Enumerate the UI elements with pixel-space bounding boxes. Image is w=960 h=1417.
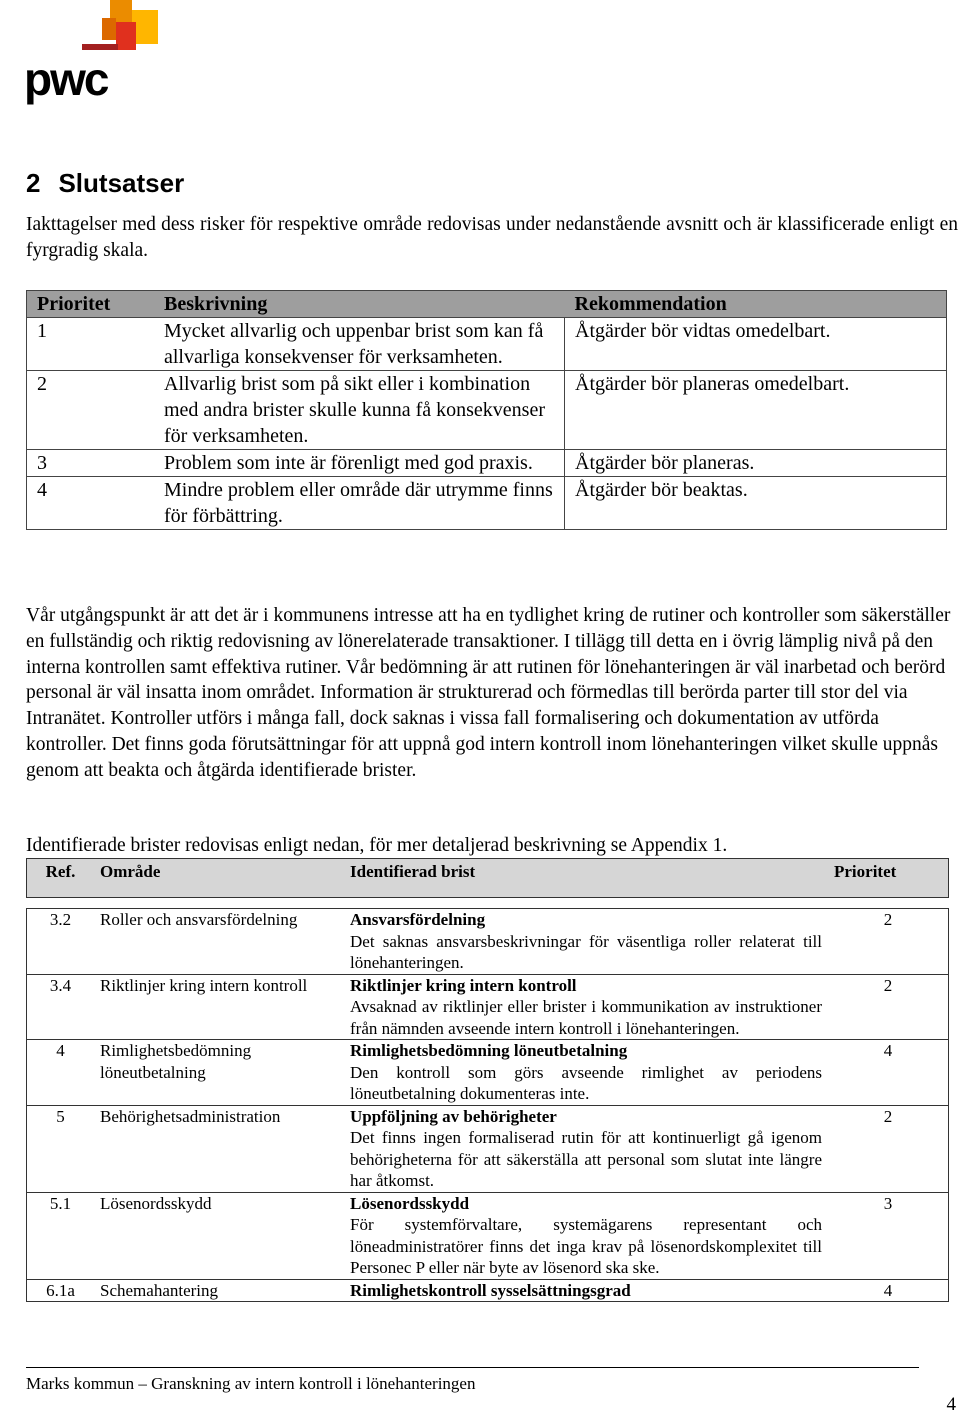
table-row	[27, 1040, 949, 1106]
finding-ref: 3.4	[27, 974, 95, 1040]
assessment-paragraph: Vår utgångspunkt är att det är i kommunens intresse att ha en tydlighet kring de rutiner och kontroller som säkerställer en fullständig och riktig redovisning av lönerelaterade transaktioner. I tillägg till detta en i övrig lämplig nivå på den interna kontrollen samt effektiva rutiner. Vår bedömning är att rutinen för lönehanteringen är väl inarbetad och berörd personal är väl insatta inom området. Information är strukturerad och förmedlas till berörda parter till stor del via Intranätet. Kontroller utförs i många fall, dock saknas i vissa fall formalisering och dokumentation av utförda kontroller. Det finns goda förutsättningar för att uppnå god intern kontroll inom lönehanteringen vilket skulle uppnås genom att beakta och åtgärda identifierade brister.	[26, 605, 951, 781]
priority-level: 3	[27, 450, 155, 477]
logo-block-darkorange	[102, 18, 116, 40]
logo-block-red	[116, 22, 136, 50]
col-header-priority: Prioritet	[828, 859, 949, 898]
priority-description: Mindre problem eller område där utrymme finns för förbättring.	[154, 477, 565, 530]
col-header-finding: Identifierad brist	[344, 859, 828, 898]
finding-priority: 2	[828, 1105, 949, 1192]
finding-ref: 4	[27, 1040, 95, 1106]
finding-cell	[344, 1040, 828, 1106]
finding-priority: 2	[828, 909, 949, 975]
finding-cell	[344, 974, 828, 1040]
section-title: Slutsatser	[58, 168, 185, 198]
finding-priority: 3	[828, 1192, 949, 1279]
table-row	[27, 909, 949, 975]
finding-detail: Det saknas ansvarsbeskrivningar för väsentliga roller relaterat till lönehanteringen.	[350, 931, 822, 972]
table-spacer	[27, 898, 949, 909]
finding-detail: Det finns ingen formaliserad rutin för att kontinuerligt gå igenom behörigheterna för att säkerställa att personal som slutat inte längre har åtkomst.	[350, 1128, 822, 1190]
finding-ref: 5	[27, 1105, 95, 1192]
intro-text: Iakttagelser med dess risker för respektive område redovisas under nedanstående avsnitt och är klassificerade enligt en fyrgradig skala.	[26, 214, 958, 261]
priority-level: 4	[27, 477, 155, 530]
findings-table-header	[27, 859, 949, 898]
finding-title: Riktlinjer kring intern kontroll	[350, 975, 577, 995]
findings-table	[26, 858, 949, 1302]
finding-area: Schemahantering	[94, 1279, 344, 1302]
priority-recommendation: Åtgärder bör planeras.	[565, 450, 947, 477]
priority-level: 2	[27, 371, 155, 450]
table-row	[27, 1105, 949, 1192]
finding-detail: Avsaknad av riktlinjer eller brister i kommunikation av instruktioner från nämnden avseende intern kontroll i lönehanteringen.	[350, 997, 822, 1038]
finding-title: Uppföljning av behörigheter	[350, 1106, 557, 1126]
logo-bar-red	[82, 44, 118, 50]
finding-title: Ansvarsfördelning	[350, 910, 486, 929]
finding-cell	[344, 1279, 828, 1302]
pwc-logo	[24, 0, 164, 105]
section-heading	[26, 168, 184, 199]
finding-priority: 2	[828, 974, 949, 1040]
table-row	[27, 371, 947, 450]
finding-cell	[344, 909, 828, 975]
table-row	[27, 318, 947, 371]
finding-detail: För systemförvaltare, systemägarens representant och löneadministratörer finns det inga krav på lösenordskomplexitet till Personec P eller när byte av lösenord ska ske.	[350, 1215, 822, 1277]
col-header-area: Område	[94, 859, 344, 898]
finding-detail: Den kontroll som görs avseende rimlighet av periodens löneutbetalning dokumenteras inte.	[350, 1062, 822, 1103]
col-header-description: Beskrivning	[154, 291, 565, 318]
finding-priority: 4	[828, 1040, 949, 1106]
finding-cell	[344, 1105, 828, 1192]
col-header-recommendation: Rekommendation	[565, 291, 947, 318]
finding-area: Roller och ansvarsfördelning	[94, 909, 344, 975]
footer-divider	[26, 1367, 919, 1368]
col-header-ref: Ref.	[27, 859, 95, 898]
finding-area: Behörighetsadministration	[94, 1105, 344, 1192]
finding-area: Lösenordsskydd	[94, 1192, 344, 1279]
finding-ref: 6.1a	[27, 1279, 95, 1302]
priority-description: Allvarlig brist som på sikt eller i kombination med andra brister skulle kunna få konsekvenser för verksamheten.	[154, 371, 565, 450]
priority-recommendation: Åtgärder bör beaktas.	[565, 477, 947, 530]
priority-level: 1	[27, 318, 155, 371]
page-number: 4	[946, 1394, 956, 1415]
logo-wordmark: pwc	[24, 53, 108, 105]
priority-description: Problem som inte är förenligt med god praxis.	[154, 450, 565, 477]
table-row	[27, 1279, 949, 1302]
priority-description: Mycket allvarlig och uppenbar brist som kan få allvarliga konsekvenser för verksamheten.	[154, 318, 565, 371]
priority-table-header	[27, 291, 947, 318]
finding-title: Rimlighetskontroll sysselsättningsgrad	[350, 1280, 631, 1300]
finding-priority: 4	[828, 1279, 949, 1302]
priority-recommendation: Åtgärder bör planeras omedelbart.	[565, 371, 947, 450]
table-row	[27, 1192, 949, 1279]
finding-title: Lösenordsskydd	[350, 1193, 470, 1213]
page-footer: Marks kommun – Granskning av intern kontroll i lönehanteringen	[26, 1374, 476, 1393]
findings-intro: Identifierade brister redovisas enligt nedan, för mer detaljerad beskrivning se Appendix 1.	[26, 835, 728, 856]
table-row	[27, 450, 947, 477]
table-row	[27, 477, 947, 530]
priority-recommendation: Åtgärder bör vidtas omedelbart.	[565, 318, 947, 371]
finding-title: Rimlighetsbedömning löneutbetalning	[350, 1041, 628, 1060]
finding-ref: 5.1	[27, 1192, 95, 1279]
finding-area: Riktlinjer kring intern kontroll	[94, 974, 344, 1040]
priority-table	[26, 290, 947, 530]
finding-area: Rimlighetsbedömning löneutbetalning	[94, 1040, 344, 1106]
table-row	[27, 974, 949, 1040]
section-number: 2	[26, 168, 41, 198]
finding-cell	[344, 1192, 828, 1279]
col-header-priority: Prioritet	[27, 291, 155, 318]
finding-ref: 3.2	[27, 909, 95, 975]
